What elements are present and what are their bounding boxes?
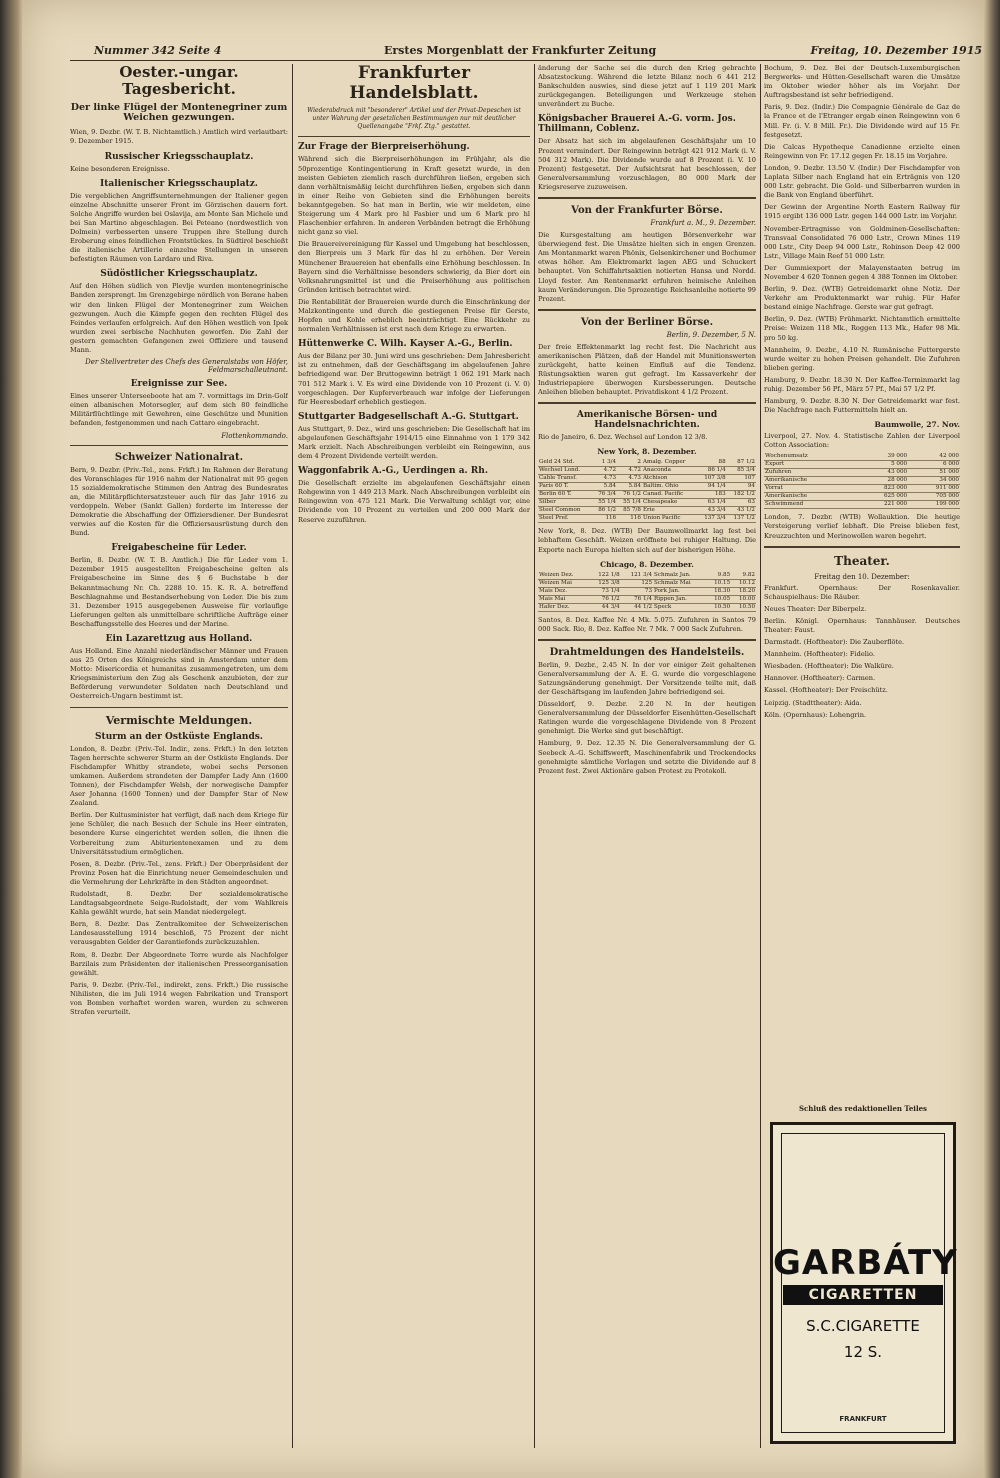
heading-wire-reports: Drahtmeldungen des Handelsteils.	[549, 646, 745, 658]
table-row	[538, 491, 756, 499]
table-cell: 73	[621, 587, 653, 595]
table-cell: 116	[617, 515, 642, 523]
text-naval-events: Eines unserer Unterseeboote hat am 7. vormittags im Drin-Golf einen albanischen Motorsegler, auf dem sich 80 feindliche Militärflüchtlinge mit Gewehren, eine Geschütze und Munition befanden, festgenommen und nach Cattaro eingebracht.	[70, 392, 288, 428]
text-berlin-exchange: Der freie Effektenmarkt lag recht fest. Die Nachricht aus amerikanischen Plätzen, daß der Handel mit Munitionswerten zurückgeht, hatte keinen Einfluß auf die Tendenz. Rüstungsaktien waren gut gefragt. Im Kassaverkehr der Industriepapiere überwogen Kursbesserungen. Deutsche Anleihen blieben behauptet. Privatdiskont 4 1/2 Prozent.	[538, 342, 756, 397]
text-hamburg-coffee: Hamburg, 9. Dezbr. 18.30 N. Der Kaffee-Terminmarkt lag ruhig. Dezember 56 Pf., März 57 Pf., Mai 57 1/2 Pf.	[764, 375, 960, 393]
table-cell: 43 1/2	[727, 507, 756, 515]
table-row	[764, 453, 960, 460]
table-cell: 183	[697, 491, 726, 499]
text-argentine-railway: Der Gewinn der Argentine North Eastern Railway für 1915 ergibt 136 000 Lstr. gegen 144 000 Lstr. im Vorjahr.	[764, 203, 960, 221]
table-cell: Cable Transf.	[538, 475, 592, 483]
text-hamburg-grain: Hamburg, 9. Dezbr. 8.30 N. Der Getreidemarkt war fest. Die Nachfrage nach Futtermitteln hielt an.	[764, 397, 960, 415]
text-russian-front: Keine besonderen Ereignisse.	[70, 164, 170, 173]
table-row	[538, 507, 756, 515]
table-row	[538, 595, 756, 603]
text-berlin-ministry: Berlin. Der Kultusminister hat verfügt, daß nach dem Kriege für jene Schüler, die nach Besuch der Schule ins Heer eintraten, besondere Kurse eingerichtet werden sollen, die ihnen die Vorbereitung zum Abiturientenexamen und zu dem Universitätsstudium ermöglichen.	[70, 811, 288, 856]
table-cell: Anaconda	[642, 467, 697, 475]
table-cell: Berlin 60 T.	[538, 491, 592, 499]
heading-cotton: Baumwolle, 27. Nov.	[874, 420, 960, 430]
text-rubber-export: Der Gummiexport der Malayenstaaten betrug im November 4 620 Tonnen gegen 4 388 Tonnen im Oktober.	[764, 263, 960, 281]
dateline-berlin: Berlin, 9. Dezember, 5 N.	[666, 330, 756, 339]
table-cell: 76 1/2	[588, 595, 620, 603]
table-cell: Hafer Dez.	[538, 603, 588, 611]
theater-entry: Darmstadt. (Hoftheater): Die Zauberflöte.	[764, 638, 905, 647]
table-cell: 221 000	[856, 501, 908, 509]
text-paris-gas: Paris, 9. Dez. (Indir.) Die Compagnie Générale de Gaz de la France et de l'Etranger ergab einen Reingewinn von 6 Mill. Fr. (i. V. 8 Mill. Fr.). Die Dividende wird auf 15 Fr. festgesetzt.	[764, 103, 960, 139]
heading-american-exchanges: Amerikanische Börsen- und Handelsnachrichten.	[576, 410, 718, 431]
ad-band: CIGARETTEN	[783, 1285, 943, 1305]
table-cell: Erie	[642, 507, 697, 515]
heading-chicago-table: Chicago, 8. Dezember.	[600, 559, 694, 569]
chicago-table	[538, 572, 756, 612]
theater-entry: Frankfurt. Opernhaus: Der Rosenkavalier. Schauspielhaus: Die Räuber.	[764, 583, 960, 601]
table-cell: 42 000	[908, 453, 960, 460]
table-cell: 4.73	[592, 475, 617, 483]
table-cell: Chesapeake	[642, 499, 697, 507]
column-rule-1	[292, 64, 293, 1448]
heading-new-york-table: New York, 8. Dezember.	[597, 447, 697, 457]
table-cell: Steel Common	[538, 507, 592, 515]
text-mannheim: Mannheim, 9. Dezbr., 4.10 N. Rumänische Futtergerste wurde weiter zu hohen Preisen gehandelt. Die Zufuhren blieben gering.	[764, 345, 960, 372]
table-cell: Wochenumsatz	[764, 453, 856, 460]
heading-berlin-exchange: Von der Berliner Börse.	[580, 316, 714, 328]
table-row	[764, 469, 960, 477]
table-cell: 85 7/8	[617, 507, 642, 515]
text-koenigsbacher: Der Absatz hat sich im abgelaufenen Geschäftsjahr um 10 Prozent vermindert. Der Reingewinn beträgt 421 912 Mark (i. V. 504 312 Mark). Die Dividende wurde auf 8 Prozent (i. V. 10 Prozent) festgesetzt. Der Aufsichtsrat hat beschlossen, der Generalversammlung vorzuschlagen, 80 000 Mark der Kriegsreserve zuzuweisen.	[538, 137, 756, 191]
theater-entry: Wiesbaden. (Hoftheater): Die Walküre.	[764, 662, 894, 671]
table-cell: Schwimmend	[764, 501, 856, 509]
table-cell: 10.12	[731, 579, 756, 587]
table-cell: 4.73	[617, 475, 642, 483]
separator	[70, 707, 288, 708]
text-beer-price-1: Während sich die Bierpreiserhöhungen im Frühjahr, als die 50prozentige Kontingentierung in Kraft gesetzt wurde, in den meisten Gebieten ziemlich rasch durchführen ließen, ergeben sich dann verhältnismäßig leicht durchführen ließen, ergeben sich dann in einer Reihe von Gebieten sind die Erhöhungen bereits bekanntgegeben. So hat man in Berlin, wie wir meldeten, eine Steigerung um 4 Mark pro hl Fasbier und um 6 Mark pro hl Flaschenbier erfahren. In anderen Verbänden betragt die Erhöhung nicht ganz so viel.	[298, 155, 530, 237]
theater-entry: Neues Theater: Der Biberpelz.	[764, 604, 867, 613]
table-row	[538, 467, 756, 475]
header-rule	[70, 60, 960, 61]
text-hospital-train: Aus Holland. Eine Anzahl niederländischer Männer und Frauen aus 25 Orten des Königreichs sind in Amsterdam unter dem Motto: Misericordia et humanitas zusammengetreten, um dem Kriegsministerium den Zug als Geschenk anzubieten, der zur Beförderung verwundeter Soldaten nach Deutschland und Oesterreich-Ungarn bestimmt ist.	[70, 647, 288, 701]
heading-storm-england: Sturm an der Ostküste Englands.	[95, 731, 263, 742]
ad-frame	[781, 1133, 945, 1433]
heading-theater: Theater.	[834, 553, 890, 568]
table-cell: Canad. Pacific	[642, 491, 697, 499]
table-row	[764, 493, 960, 501]
table-cell: 107 3/8	[697, 475, 726, 483]
table-cell: 76 3/4	[592, 491, 617, 499]
table-cell: Amerikanische	[764, 493, 856, 501]
text-frankfurt-exchange: Die Kursgestaltung am heutigen Börsenverkehr war überwiegend fest. Die Umsätze hielten sich in engen Grenzen. Am Montanmarkt waren Phönix, Gelsenkirchener und Bochumer etwas höher. Am Elektromarkt lagen AEG und Schuckert behauptet. Von Schiffahrtsaktien notierten Hansa und Nordd. Lloyd fester. Am Rentenmarkt erfuhren heimische Anleihen kaum Veränderungen. Die 5prozentige Reichsanleihe notierte 99 Prozent.	[538, 231, 756, 303]
table-cell: 2	[617, 459, 642, 466]
table-cell: 10.50	[706, 603, 731, 611]
text-rome: Rom, 8. Dezbr. Der Abgeordnete Torre wurde als Nachfolger Barzilais zum Präsidenten der italienischen Presseorganisation gewählt.	[70, 950, 288, 977]
text-italian-front: Die vergeblichen Angriffsunternehmungen der Italiener gegen einzelne Abschnitte unserer Front im Görzischen dauern fort. Solche Angriffe wurden bei Oslavija, am Monte San Michele und bei San Martino abgeschlagen. Bei Peteano (nordwestlich von Dolmein) verbesserten unsere Truppen ihre Stellung durch Eroberung eines feindlichen Frontstückes. In Südtirol beschießt die italienische Artillerie einzelne Stellungen in unseren befestigten Räumen von Lardaro und Riva.	[70, 191, 288, 264]
table-cell: 86 1/2	[592, 507, 617, 515]
text-liverpool: Liverpool, 27. Nov. 4. Statistische Zahlen der Liverpool Cotton Association:	[764, 432, 960, 450]
table-cell: 4.72	[617, 467, 642, 475]
theater-date: Freitag den 10. Dezember:	[814, 572, 910, 581]
column-rule-2	[534, 64, 535, 1448]
table-cell: Amalg. Copper	[642, 459, 697, 466]
table-cell: 55 1/4	[617, 499, 642, 507]
table-cell: 125	[621, 579, 653, 587]
table-row	[764, 485, 960, 493]
text-swiss-council: Bern, 9. Dezbr. (Priv.-Tel., zens. Frkft.) Im Rahmen der Beratung des Voranschlages für 1916 nahm der Nationalrat mit 95 gegen 15 sozialdemokratische Stimmen den Antrag des Bundesrates an, die Militärpflichtersatzsteuer auch für das Jahr 1916 zu verdoppeln. Weber (Sankt Gallen) forderte im Interesse der Demokratie die Abschaffung der Offiziersdiener. Der Bundesrat verwies auf die Kosten für die Offiziersausrüstung durch den Bund.	[70, 465, 288, 538]
column-stock-exchange	[538, 64, 756, 1444]
heading-leather-permits: Freigabescheine für Leder.	[111, 543, 247, 554]
table-cell: 121 3/4	[621, 572, 653, 579]
issue-number: Nummer 342 Seite 4	[94, 44, 222, 57]
table-cell: Schmalz Mai	[653, 579, 706, 587]
table-cell: 51 000	[908, 469, 960, 477]
heading-frankfurt-exchange: Von der Frankfurter Börse.	[571, 205, 723, 217]
text-bern-exhibition: Bern, 8. Dezbr. Das Zentralkomitee der Schweizerischen Landesausstellung 1914 beschloß, 75 Prozent der nicht verausgabten Gelder der Garantiefonds zurückzuzahlen.	[70, 920, 288, 947]
table-cell: 9.85	[706, 572, 731, 579]
page-edge	[984, 0, 1000, 1478]
table-cell: 911 000	[908, 485, 960, 493]
ad-price: 12 S.	[843, 1343, 883, 1361]
theater-entry: Kassel. (Hoftheater): Der Freischütz.	[764, 686, 888, 695]
text-rio: Rio de Janeiro, 6. Dez. Wechsel auf London 12 3/8.	[538, 433, 708, 442]
table-cell: 18.20	[731, 587, 756, 595]
table-cell: 44 3/4	[588, 603, 620, 611]
table-cell: 625 000	[856, 493, 908, 501]
text-beer-price-3: Die Rentabilität der Brauereien wurde durch die Einschränkung der Malzkontingente und durch die gestiegenen Preise für Gerste, Hopfen und Kohle erheblich beeinträchtigt. Eine Rückkehr zu normalen Verhältnissen ist erst nach dem Kriege zu erwarten.	[298, 297, 530, 334]
table-row	[538, 587, 756, 595]
theater-entry: Berlin. Königl. Opernhaus: Tannhäuser. Deutsches Theater: Faust.	[764, 616, 960, 635]
text-bochum: Bochum, 9. Dez. Bei der Deutsch-Luxemburgischen Bergwerks- und Hütten-Gesellschaft waren die Umsätze im Oktober wieder höher als im Vorjahr. Der Auftragsbestand ist sehr befriedigend.	[764, 64, 960, 100]
theater-entry: Leipzig. (Stadttheater): Aida.	[764, 698, 862, 707]
table-cell: Wechsel Lond.	[538, 467, 592, 475]
table-cell: Geld 24 Std.	[538, 459, 592, 466]
text-beer-price-2: Die Brauereivereinigung für Kassel und Umgebung hat beschlossen, den Bierpreis um 3 Mark für das hl zu erhöhen. Der Verein Münchener Brauereien hat ebenfalls eine Erhöhung beschlossen. In Bayern sind die Verhältnisse besonders schwierig, da Bier dort ein Volksnahrungsmittel ist und die Preiserhöhung aus politischen Gründen kritisch betrachtet wird.	[298, 240, 530, 294]
table-row	[538, 603, 756, 611]
text-leather-permits: Berlin, 8. Dezbr. (W. T. B. Amtlich.) Die für Leder vom 1. Dezember 1915 ausgestellten Freigabescheine gelten als Freigabescheine im Sinne des § 6 Buchstabe b der Bekanntmachung Nr. Ch. 2288 10. 15. K. R. A. betreffend Beschlagnahme und Bestandserhebung von Leder. Die bis zum 31. Dezember 1915 ausgegebenen Ausweise für vorlaufige Lieferungen gelten als unmittelbare schriftliche Aufträge einer Beschaffungsstelle des Heeres und der Marine.	[70, 556, 288, 628]
separator	[538, 197, 756, 199]
heading-russian-front: Russischer Kriegsschauplatz.	[104, 151, 254, 162]
table-cell: Weizen Mai	[538, 579, 588, 587]
table-cell: 137 1/2	[727, 515, 756, 523]
heading-wagon-factory: Waggonfabrik A.-G., Uerdingen a. Rh.	[298, 466, 488, 477]
table-cell: Baltim. Ohio	[642, 483, 697, 491]
table-row	[764, 477, 960, 485]
separator	[298, 136, 530, 137]
heading-kayser-works: Hüttenwerke C. Wilh. Kayser A.-G., Berlin.	[298, 339, 513, 350]
heading-hospital-train: Ein Lazarettzug aus Holland.	[105, 634, 253, 644]
text-wire-berlin: Berlin, 9. Dezbr., 2.45 N. In der vor einiger Zeit gehaltenen Generalversammlung der A. E. G. wurde die vorgeschlagene Satzungsänderung genehmigt. Der Vorsitzende teilte mit, daß der Geschäftsgang im laufenden Jahre befriedigend sei.	[538, 660, 756, 696]
table-cell: Weizen Dez.	[538, 572, 588, 579]
table-cell: 55 1/4	[592, 499, 617, 507]
table-cell: 43 000	[856, 469, 908, 477]
issue-date: Freitag, 10. Dezember 1915	[810, 44, 982, 57]
text-wire-duesseldorf: Düsseldorf, 9. Dezbr. 2.20 N. In der heutigen Generalversammlung der Düsseldorfer Eisenhütten-Gesellschaft Ratingen wurde die vorgeschlagene Dividende von 8 Prozent genehmigt. Die Werke sind gut beschäftigt.	[538, 700, 756, 736]
table-row	[538, 515, 756, 523]
table-cell: 94 1/4	[697, 483, 726, 491]
table-cell: 73 1/4	[588, 587, 620, 595]
column-rule-3	[760, 64, 761, 1448]
table-cell: Union Pacific	[642, 515, 697, 523]
text-santos-coffee: Santos, 8. Dez. Kaffee Nr. 4 Mk. 5.075. Zufuhren in Santos 79 000 Sack. Rio, 8. Dez. Kaffee Nr. 7 Mk. 7 000 Sack Zufuhren.	[538, 615, 756, 633]
editorial-end-note: Schluß des redaktionellen Teiles	[798, 1104, 928, 1113]
table-cell: 44 1/2	[621, 603, 653, 611]
table-cell: 94	[727, 483, 756, 491]
table-row	[538, 499, 756, 507]
article-subtitle-war-report: Der linke Flügel der Montenegriner zum Weichen gezwungen.	[70, 101, 288, 124]
heading-koenigsbacher: Königsbacher Brauerei A.-G. vorm. Jos. Thillmann, Coblenz.	[538, 114, 736, 135]
separator	[764, 546, 960, 548]
theater-entry: Mannheim. (Hoftheater): Fidelio.	[764, 650, 875, 659]
table-row	[764, 461, 960, 469]
table-cell: 10.15	[706, 579, 731, 587]
separator	[538, 402, 756, 404]
table-cell: Zufuhren	[764, 469, 856, 477]
text-wire-hamburg: Hamburg, 9. Dez. 12.35 N. Die Generalversammlung der G. Seebeck A.-G. Schiffswerft, Maschinenfabrik und Trockendocks genehmigte sämtliche Vorlagen und setzte die Dividende auf 8 Prozent fest. Zwei Aktionäre gaben Protest zu Protokoll.	[538, 739, 756, 775]
table-row	[764, 501, 960, 509]
text-southeast-front: Auf den Höhen südlich von Plevlje wurden montenegrinische Banden zersprengt. Im Grenzgebirge nördlich von Berane haben wir den linken Flügel der Montenegriner zum Weichen gezwungen. Auch die Kämpfe gegen den rechten Flügel des Feindes verlaufen erfolgreich. Auf den Höhen westlich von Ipek wurden zwei serbische Nachhuten geworfen. Die Zahl der gestern gemachten Gefangenen zwei Offiziere und tausend Mann.	[70, 282, 288, 355]
heading-swiss-council: Schweizer Nationalrat.	[114, 451, 244, 463]
table-cell: Export	[764, 461, 856, 469]
table-cell: Speck	[653, 603, 706, 611]
heading-southeast-front: Südöstlicher Kriegsschauplatz.	[100, 269, 258, 280]
table-cell: 85 3/4	[727, 467, 756, 475]
column-markets	[764, 64, 960, 1100]
table-cell: 116	[592, 515, 617, 523]
table-cell: Rippen Jan.	[653, 595, 706, 603]
table-cell: 122 1/8	[588, 572, 620, 579]
table-cell: 6 000	[908, 461, 960, 469]
table-cell: 107	[727, 475, 756, 483]
page-header	[94, 44, 982, 60]
column-war-report	[70, 64, 288, 1444]
table-cell: 87 1/2	[727, 459, 756, 466]
table-row	[538, 483, 756, 491]
text-kayser-works: Aus der Bilanz per 30. Juni wird uns geschrieben: Dem Jahresbericht ist zu entnehmen, daß der Geschäftsgang im abgelaufenen Jahre befriedigend war. Der Bruttogewinn beträgt 1 062 191 Mark nach 701 512 Mark i. V. Es wird eine Dividende von 10 Prozent (i. V. 0) vorgeschlagen. Der Kupferverbrauch war infolge der Lieferungen für Heeresbedarf erheblich gestiegen.	[298, 352, 530, 406]
table-cell: 76 1/4	[621, 595, 653, 603]
table-cell: 199 000	[908, 501, 960, 509]
book-binding	[0, 0, 22, 1478]
cotton-table	[764, 453, 960, 509]
dateline-frankfurt: Frankfurt a. M., 9. Dezember.	[650, 219, 756, 228]
table-cell: 63 1/4	[697, 499, 726, 507]
table-cell: 182 1/2	[727, 491, 756, 499]
theater-entry: Hannover. (Hoftheater): Carmen.	[764, 674, 876, 683]
table-cell: Silber	[538, 499, 592, 507]
text-grain-market: Berlin, 9. Dez. (WTB) Getreidemarkt ohne Notiz. Der Verkehr am Produktenmarkt war ruhig. Für Hafer bestand einige Nachfrage. Gerste war gut gefragt.	[764, 285, 960, 312]
table-cell: Mais Mai	[538, 595, 588, 603]
table-cell: 1 3/4	[592, 459, 617, 466]
text-rudolstadt: Rudolstadt, 8. Dezbr. Der sozialdemokratische Landtagsabgeordnete Seige-Rudolstadt, der vom Wahlkreis Kahla gewählt wurde, hat sein Mandat niedergelegt.	[70, 889, 288, 917]
table-cell: 86 1/4	[697, 467, 726, 475]
table-cell: Vorrat	[764, 485, 856, 493]
table-cell: 63	[727, 499, 756, 507]
theater-listings	[764, 584, 960, 720]
text-paris-trial: Paris, 9. Dezbr. (Priv.-Tel., indirekt, zens. Frkft.) Die russische Nihilisten, die im Juli 1914 wegen Fabrikation und Transport von Bomben verhaftet worden waren, wurden zu schweren Strafen verurteilt.	[70, 980, 288, 1017]
ad-imprint: FRANKFURT	[839, 1415, 887, 1423]
separator	[70, 445, 288, 446]
table-cell: Paris 60 T.	[538, 483, 592, 491]
table-cell: 4.72	[592, 467, 617, 475]
text-london: London, 9. Dezbr. 13.50 V. (Indir.) Der Fischdampfer von Laplata Silber nach England hat ein Erträgnis von 120 000 Lstr. gebracht. Die Gold- und Silberbarren wurden in die Bank von England überführt.	[764, 163, 960, 200]
dateline-vienna: Wien, 9. Dezbr. (W. T. B. Nichtamtlich.) Amtlich wird verlautbart: 9. Dezember 1915.	[70, 128, 288, 146]
ad-brand: GARBÁTY	[773, 1243, 958, 1283]
article-title-war-report: Oester.-ungar. Tagesbericht.	[119, 64, 239, 99]
heading-stuttgart-bath: Stuttgarter Badgesellschaft A.-G. Stuttgart.	[298, 411, 519, 422]
heading-misc-reports: Vermischte Meldungen.	[105, 713, 253, 727]
text-wagon-factory: Die Gesellschaft erzielte im abgelaufenen Geschäftsjahr einen Rohgewinn von 1 449 213 Mark. Nach Abschreibungen verbleibt ein Reingewinn von 475 121 Mark. Die Verwaltung schlägt vor, eine Dividende von 10 Prozent zu verteilen und 200 000 Mark der Reserve zuzuführen.	[298, 479, 530, 524]
table-row	[538, 572, 756, 579]
text-continued: änderung der Sache sei die durch den Krieg gebrachte Absatzstockung. Während die letzte Bilanz noch 6 441 212 Bankschulden auswies, sind diese jetzt auf 1 119 201 Mark zurückgegangen. Beteiligungen und Werkzeuge stehen unverändert zu Buche.	[538, 64, 756, 109]
table-cell: 76 1/2	[617, 491, 642, 499]
separator	[538, 639, 756, 641]
heading-beer-price: Zur Frage der Bierpreiserhöhung.	[298, 142, 470, 153]
table-cell: Steel Pref.	[538, 515, 592, 523]
table-row	[538, 475, 756, 483]
theater-entry: Köln. (Opernhaus): Lohengrin.	[764, 710, 867, 719]
table-cell: 125 3/8	[588, 579, 620, 587]
table-cell: 10.00	[731, 595, 756, 603]
table-cell: 88	[697, 459, 726, 466]
table-cell: 823 000	[856, 485, 908, 493]
text-posen: Posen, 8. Dezbr. (Priv.-Tel., zens. Frkft.) Der Oberpräsident der Provinz Posen hat die Einrichtung neuer Gemeindeschulen und die Vermehrung der Lehrkräfte in den Städten angeordnet.	[70, 859, 288, 886]
text-calcas: Die Calcas Hypotheque Canadienne erzielte einen Reingewinn von Fr. 17.12 gegen Fr. 18.15 im Vorjahre.	[764, 142, 960, 160]
table-cell: 10.05	[706, 595, 731, 603]
signature-general-staff: Der Stellvertreter des Chefs des Generalstabs von Höfer, Feldmarschalleutnant.	[85, 358, 288, 375]
ad-product: S.C.CIGARETTE	[806, 1317, 920, 1335]
table-row	[538, 579, 756, 587]
signature-fleet-command: Flottenkommando.	[221, 431, 288, 440]
article-title-trade-paper: Frankfurter Handelsblatt.	[349, 64, 479, 103]
table-cell: Mais Dez.	[538, 587, 588, 595]
new-york-table	[538, 459, 756, 523]
heading-naval-events: Ereignisse zur See.	[130, 379, 228, 390]
column-trade-paper	[298, 64, 530, 1444]
text-new-york-market: New York, 8. Dez. (WTB) Der Baumwollmarkt lag fest bei lebhaftem Geschäft. Weizen eröffnete bei ruhiger Haltung. Die Exporte nach Europa hielten sich auf der bisherigen Höhe.	[538, 527, 756, 554]
reprint-notice: Wiederabdruck mit "besonderer" Artikel und der Privat-Depeschen ist unter Wahrung der gesetzlichen Bestimmungen nur mit deutlicher Quellenangabe "Frkf. Ztg." gestattet.	[307, 107, 521, 130]
newspaper-name: Erstes Morgenblatt der Frankfurter Zeitung	[384, 44, 657, 57]
table-cell: 43 3/4	[697, 507, 726, 515]
text-london-wool: London, 7. Dezbr. (WTB) Wollauktion. Die heutige Versteigerung verlief lebhaft. Die Preise blieben fest, Kreuzzuchten und Merinowollen waren begehrt.	[764, 513, 960, 540]
table-cell: 34 000	[908, 477, 960, 485]
table-row	[538, 459, 756, 466]
table-cell: 28 000	[856, 477, 908, 485]
table-cell: Schmalz Jan.	[653, 572, 706, 579]
heading-italian-front: Italienischer Kriegsschauplatz.	[100, 178, 258, 189]
text-early-market: Berlin, 9. Dez. (WTB) Frühmarkt. Nichtamtlich ermittelte Preise: Weizen 118 Mk., Roggen 113 Mk., Hafer 98 Mk. pro 50 kg.	[764, 315, 960, 342]
table-cell: 9.82	[731, 572, 756, 579]
table-cell: Atchison	[642, 475, 697, 483]
text-gold-mines: November-Ertragnisse von Goldminen-Gesellschaften: Transvaal Consolidated 76 000 Lstr., Crown Mines 119 000 Lstr., City Deep 94 000 Lstr., Robinson Deep 42 000 Lstr., Village Main Reef 51 000 Lstr.	[764, 224, 960, 260]
garbaty-advertisement	[770, 1122, 956, 1444]
table-cell: 18.30	[706, 587, 731, 595]
separator	[538, 309, 756, 311]
table-cell: 137 3/4	[697, 515, 726, 523]
table-cell: 705 000	[908, 493, 960, 501]
table-cell: 5.84	[592, 483, 617, 491]
table-cell: 5.84	[617, 483, 642, 491]
text-storm-england: London, 8. Dezbr. (Priv.-Tel. Indir., zens. Frkft.) In den letzten Tagen herrschte schwerer Sturm an der Ostküste Englands. Der Fischdampfer Whitby strandete, wobei sechs Personen umkamen. Außerdem strandeten der Dampfer Lady Ann (1600 Tonnen), der Fischdampfer Welsh, der norwegische Dampfer Aser Johanna (1600 Tonnen) und der Dampfer Star of New Zealand.	[70, 744, 288, 808]
table-cell: 10.50	[731, 603, 756, 611]
table-cell: 39 000	[856, 453, 908, 460]
table-cell: Pork Jan.	[653, 587, 706, 595]
text-stuttgart-bath: Aus Stuttgart, 9. Dez., wird uns geschrieben: Die Gesellschaft hat im abgelaufenen Geschäftsjahr 1914/15 eine Einnahme von 1 179 342 Mark erzielt. Nach Abschreibungen verbleibt ein Reingewinn, aus dem 4 Prozent Dividende verteilt werden.	[298, 424, 530, 461]
table-cell: Amerikanische	[764, 477, 856, 485]
table-cell: 5 000	[856, 461, 908, 469]
